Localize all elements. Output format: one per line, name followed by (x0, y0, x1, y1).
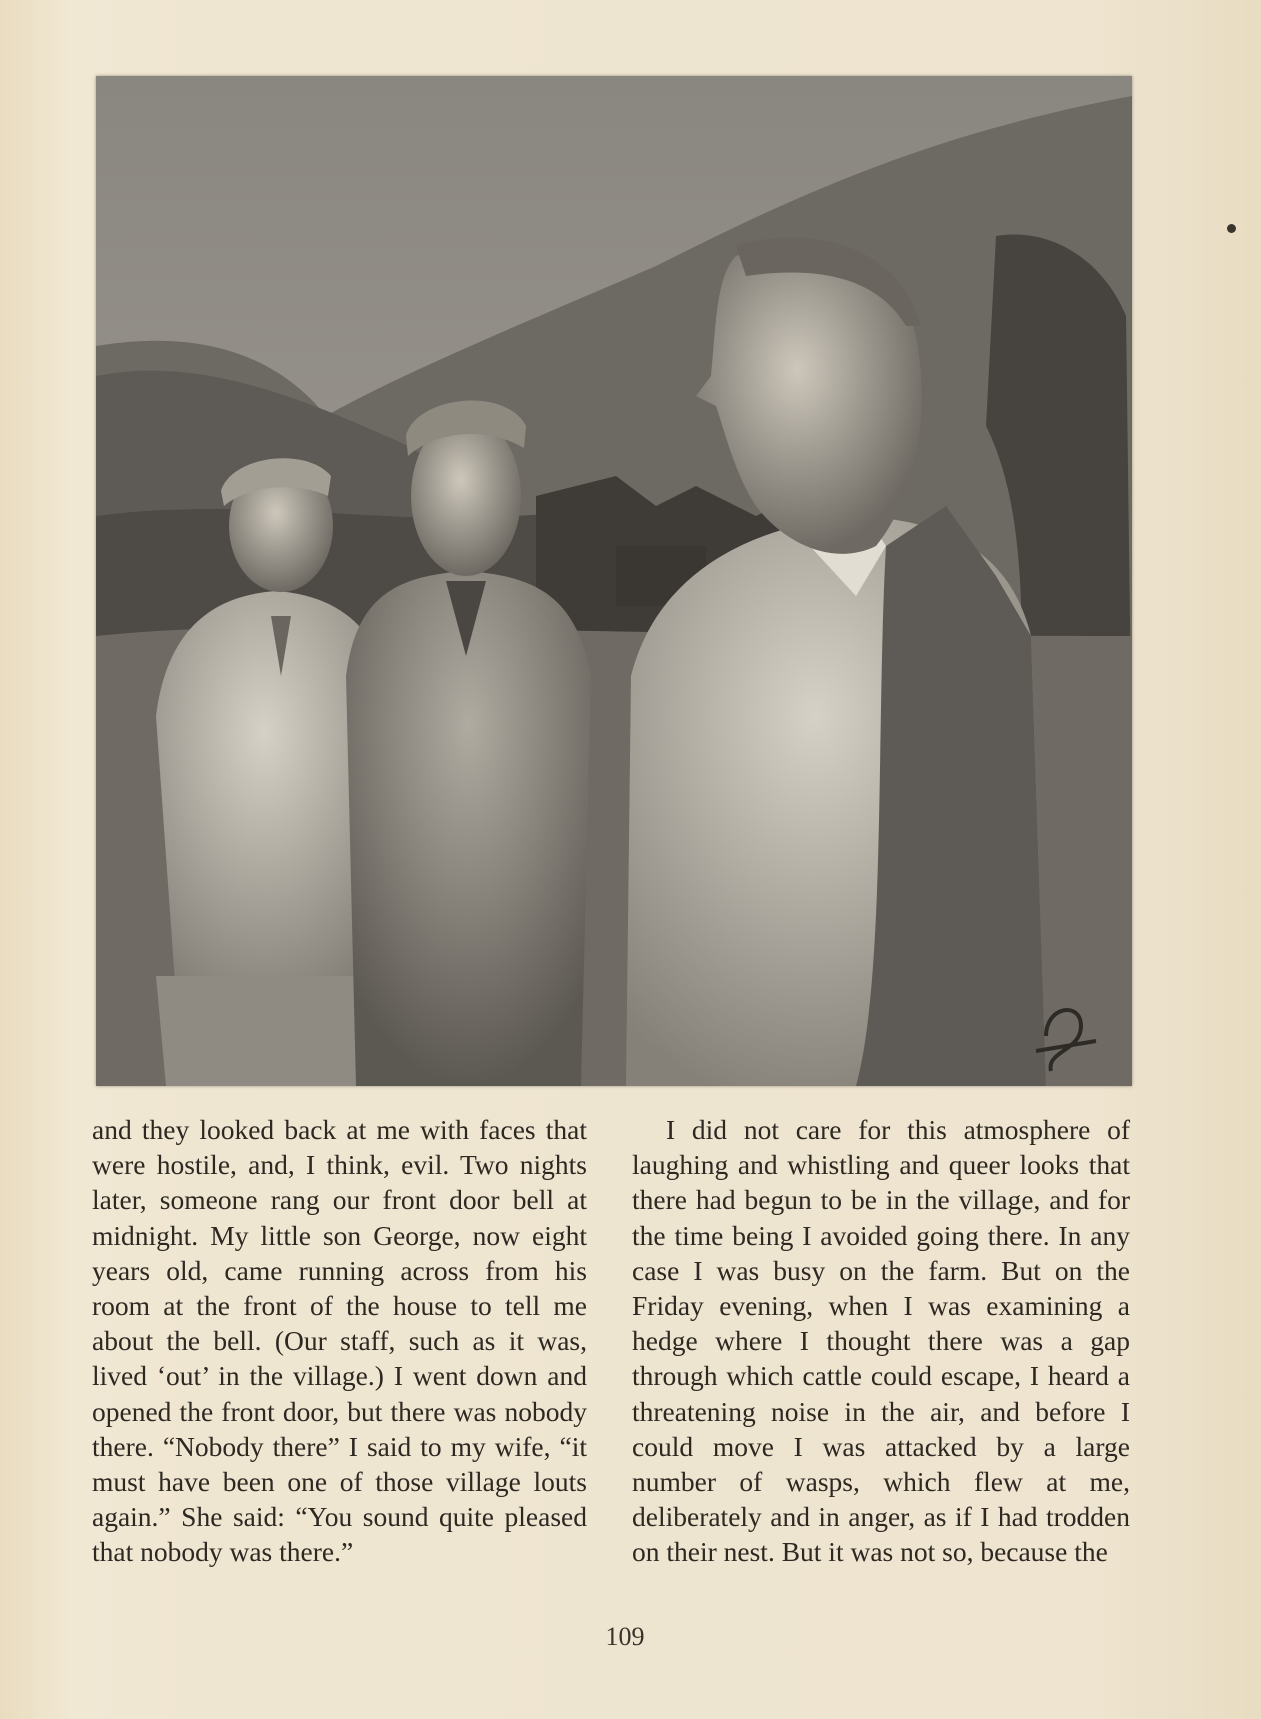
page-number: 109 (605, 1622, 645, 1651)
ink-speck-icon (1227, 224, 1236, 233)
text-column-right (632, 1112, 1130, 1570)
text-column-left (92, 1112, 587, 1570)
three-men-lithograph-illustration (96, 76, 1132, 1086)
body-paragraph-left: and they looked back at me with faces that were hostile, and, I think, evil. Two nights later, someone rang our front door bell at midnight. My little son George, now eight years old, came running across from his room at the front of the house to tell me about the bell. (Our staff, such as it was, lived ‘out’ in the village.) I went down and opened the front door, but there was nobody there. “Nobody there” I said to my wife, “it must have been one of those village louts again.” She said: “You sound quite pleased that nobody was there.” (92, 1114, 587, 1568)
body-paragraph-right: I did not care for this atmosphere of laughing and whistling and queer looks that there had begun to be in the village, and for the time being I avoided going there. In any case I was busy on the farm. But on the Friday evening, when I was examining a hedge where I thought there was a gap through which cattle could escape, I heard a threatening noise in the air, and before I could move I was attacked by a large number of wasps, which flew at me, deliberately and in anger, as if I had trodden on their nest. But it was not so, because the (632, 1114, 1130, 1568)
illustration (96, 76, 1132, 1086)
